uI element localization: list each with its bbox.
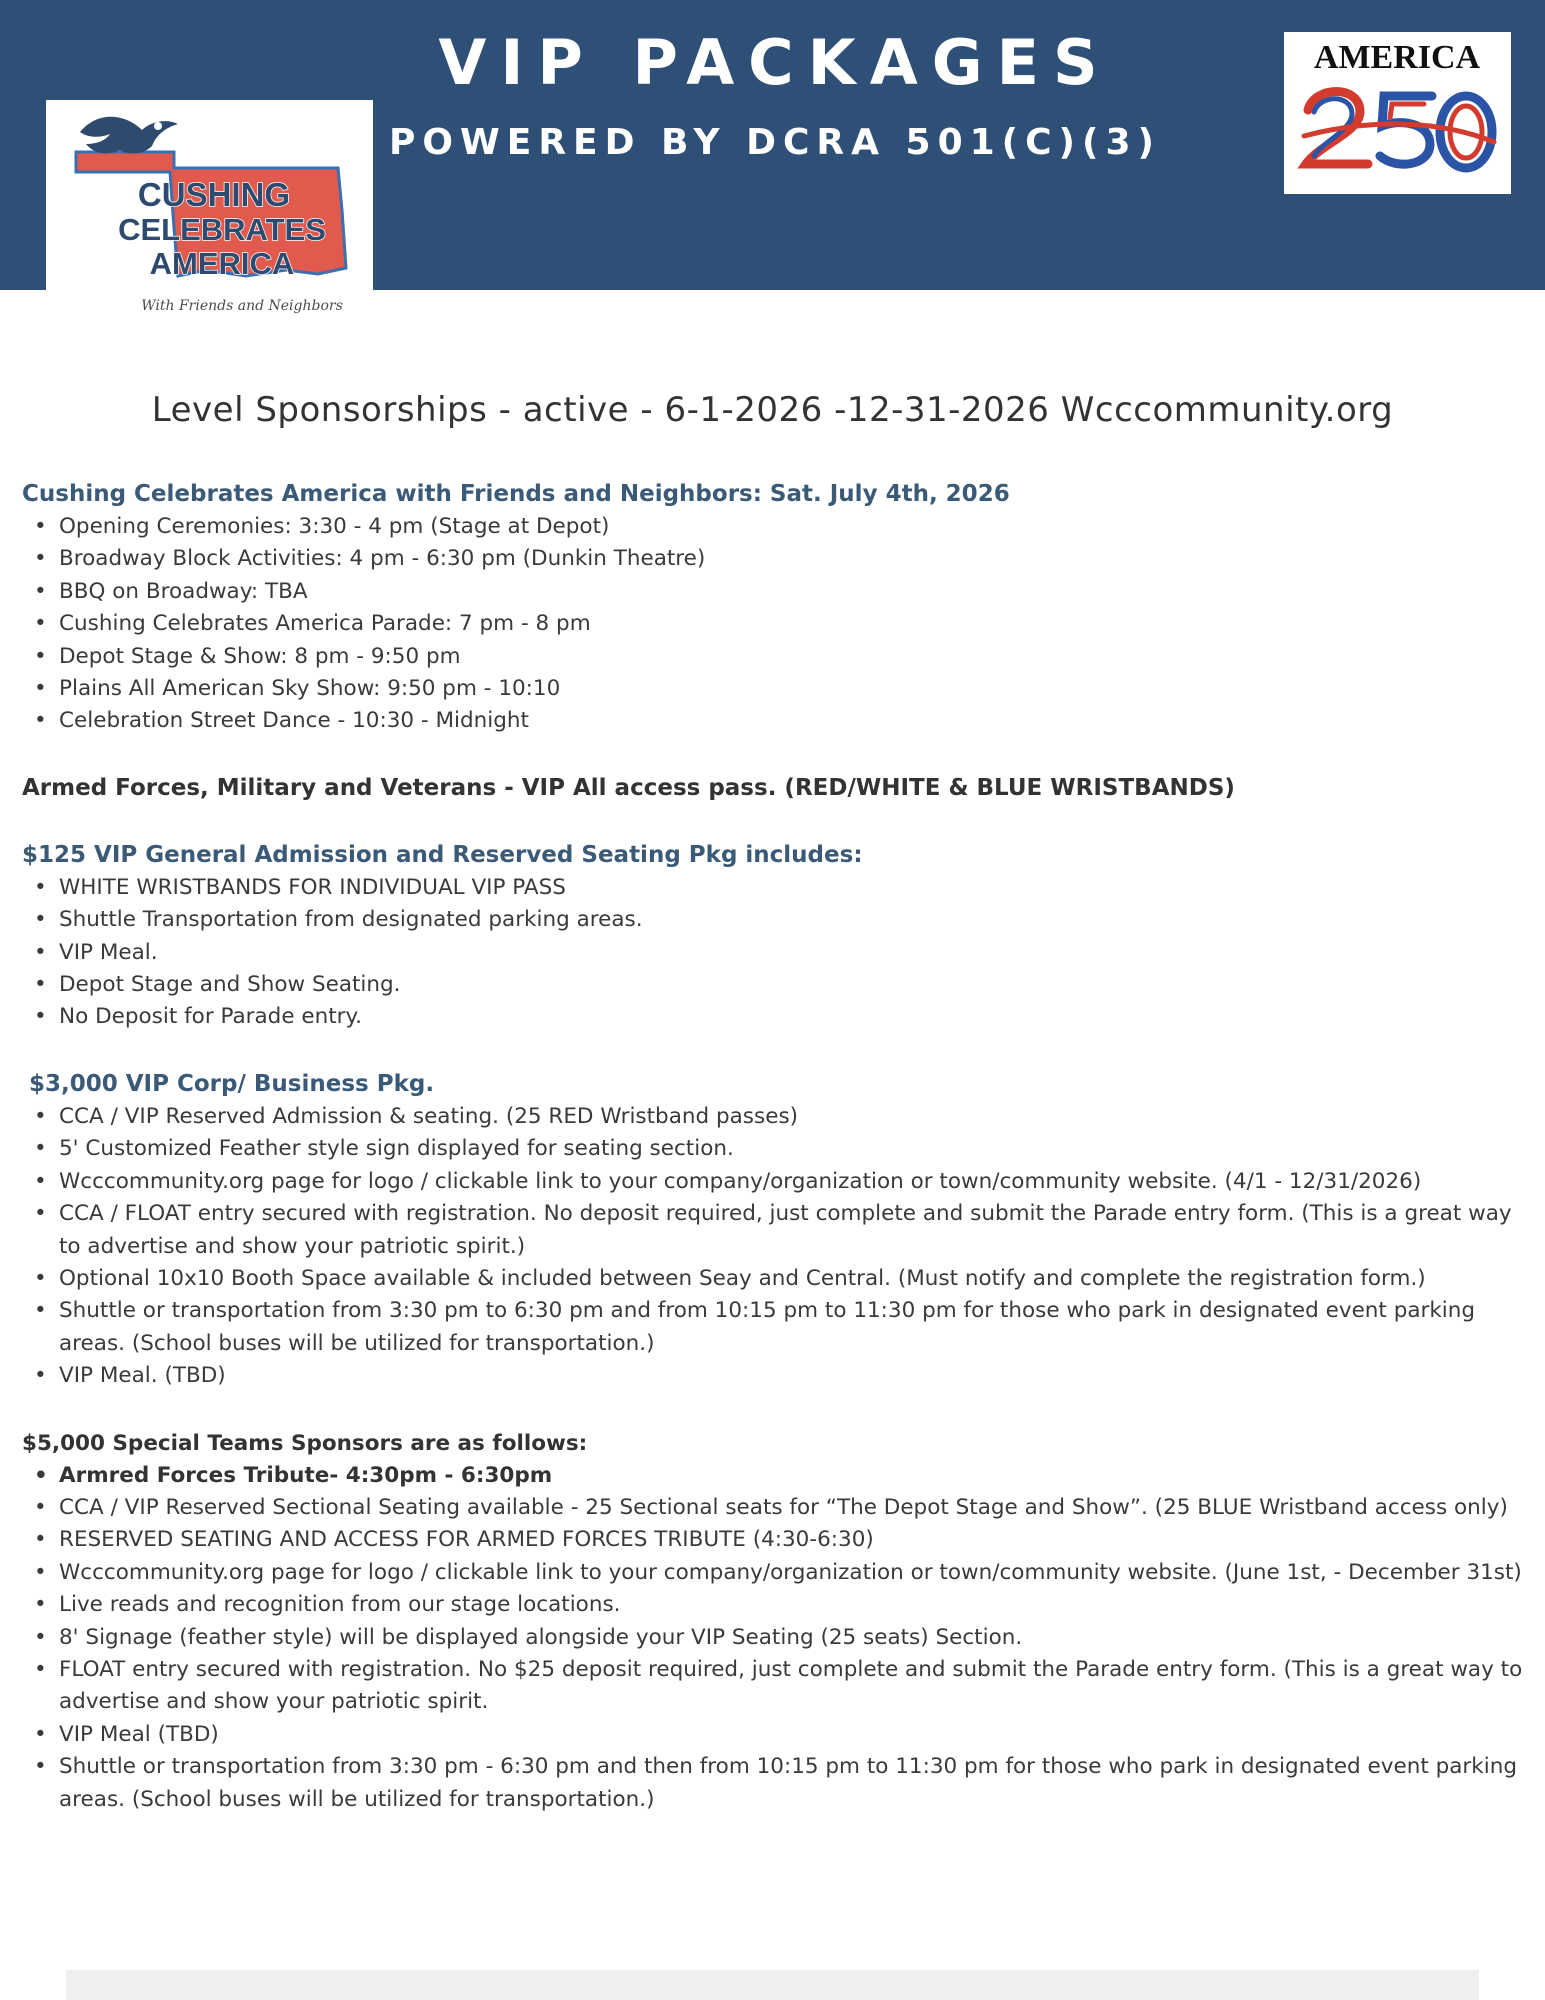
list-item: • Live reads and recognition from our stage locations. [22,1589,1527,1621]
footer-box [66,1970,1479,2000]
list-item: • Wcccommunity.org page for logo / clickable link to your company/organization or town/community website. (June 1st, - December 31st) [22,1557,1527,1589]
sponsorship-tagline: Level Sponsorships - active - 6-1-2026 -12-31-2026 Wcccommunity.org [151,390,1394,430]
list-item: • Armred Forces Tribute- 4:30pm - 6:30pm [22,1460,1527,1492]
event-schedule-list [22,511,1527,738]
logo-word-cushing: CUSHING [137,176,291,213]
section-heading-3000-pkg: $3,000 VIP Corp/ Business Pkg. [29,1070,435,1097]
pkg-3000-list [22,1101,1527,1393]
list-item: • VIP Meal. [22,937,1527,969]
list-item: • Depot Stage and Show Seating. [22,969,1527,1001]
list-item: • Broadway Block Activities: 4 pm - 6:30 pm (Dunkin Theatre) [22,543,1527,575]
list-item: • FLOAT entry secured with registration. No $25 deposit required, just complete and submit the Parade entry form. (This is a great way to advertise and show your patriotic spirit. [22,1654,1527,1719]
list-item: • Shuttle or transportation from 3:30 pm - 6:30 pm and then from 10:15 pm to 11:30 pm for those who park in designated event parking areas. (School buses will be utilized for transportation.) [22,1751,1527,1816]
page-subtitle: POWERED BY DCRA 501(C)(3) [389,122,1161,163]
list-item: • Opening Ceremonies: 3:30 - 4 pm (Stage at Depot) [22,511,1527,543]
logo-word-celebrates: CELEBRATES [118,212,326,247]
list-item: • RESERVED SEATING AND ACCESS FOR ARMED FORCES TRIBUTE (4:30-6:30) [22,1524,1527,1556]
america-250-number: 250 [1284,32,1286,33]
list-item: • 5' Customized Feather style sign displayed for seating section. [22,1133,1527,1165]
america-250-number-graphic [1304,92,1494,169]
vip-content [22,478,1527,1816]
section-heading-5000-pkg: $5,000 Special Teams Sponsors are as follows: [22,1430,588,1456]
list-item: • 8' Signage (feather style) will be displayed alongside your VIP Seating (25 seats) Section. [22,1622,1527,1654]
logo-word-america: AMERICA [149,246,295,281]
pkg-5000-list [22,1460,1527,1816]
list-item: • WHITE WRISTBANDS FOR INDIVIDUAL VIP PASS [22,872,1527,904]
list-item: • VIP Meal. (TBD) [22,1360,1527,1392]
section-heading-event: Cushing Celebrates America with Friends and Neighbors: Sat. July 4th, 2026 [22,481,1010,507]
list-item: • Wcccommunity.org page for logo / clickable link to your company/organization or town/community website. (4/1 - 12/31/2026) [22,1166,1527,1198]
list-item: • CCA / VIP Reserved Sectional Seating available - 25 Sectional seats for “The Depot Stage and Show”. (25 BLUE Wristband access only) [22,1492,1527,1524]
america-250-logo [1284,32,1511,194]
cushing-celebrates-america-logo [46,100,373,330]
america-250-word: AMERICA [1313,39,1481,76]
list-item: • No Deposit for Parade entry. [22,1001,1527,1033]
list-item: • BBQ on Broadway: TBA [22,576,1527,608]
list-item: • Shuttle or transportation from 3:30 pm to 6:30 pm and from 10:15 pm to 11:30 pm for those who park in designated event parking areas. (School buses will be utilized for transportation.) [22,1295,1527,1360]
list-item: • Depot Stage & Show: 8 pm - 9:50 pm [22,641,1527,673]
pkg-125-list [22,872,1527,1034]
list-item: • Cushing Celebrates America Parade: 7 pm - 8 pm [22,608,1527,640]
list-item: • Shuttle Transportation from designated parking areas. [22,904,1527,936]
list-item: • Plains All American Sky Show: 9:50 pm - 10:10 [22,673,1527,705]
section-heading-125-pkg: $125 VIP General Admission and Reserved Seating Pkg includes: [22,841,863,868]
list-item: • Celebration Street Dance - 10:30 - Midnight [22,705,1527,737]
section-heading-armed-forces: Armed Forces, Military and Veterans - VIP All access pass. (RED/WHITE & BLUE WRISTBANDS) [22,774,1235,801]
list-item: • Optional 10x10 Booth Space available & included between Seay and Central. (Must notify and complete the registration form.) [22,1263,1527,1295]
logo-tagline: With Friends and Neighbors [141,298,343,314]
cushing-logo-graphic [46,100,373,330]
eagle-icon [80,117,178,154]
list-item: • CCA / FLOAT entry secured with registration. No deposit required, just complete and submit the Parade entry form. (This is a great way to advertise and show your patriotic spirit.) [22,1198,1527,1263]
list-item: • VIP Meal (TBD) [22,1719,1527,1751]
list-item: • CCA / VIP Reserved Admission & seating. (25 RED Wristband passes) [22,1101,1527,1133]
america-250-graphic [1284,32,1511,194]
page-title: VIP PACKAGES [438,26,1112,99]
